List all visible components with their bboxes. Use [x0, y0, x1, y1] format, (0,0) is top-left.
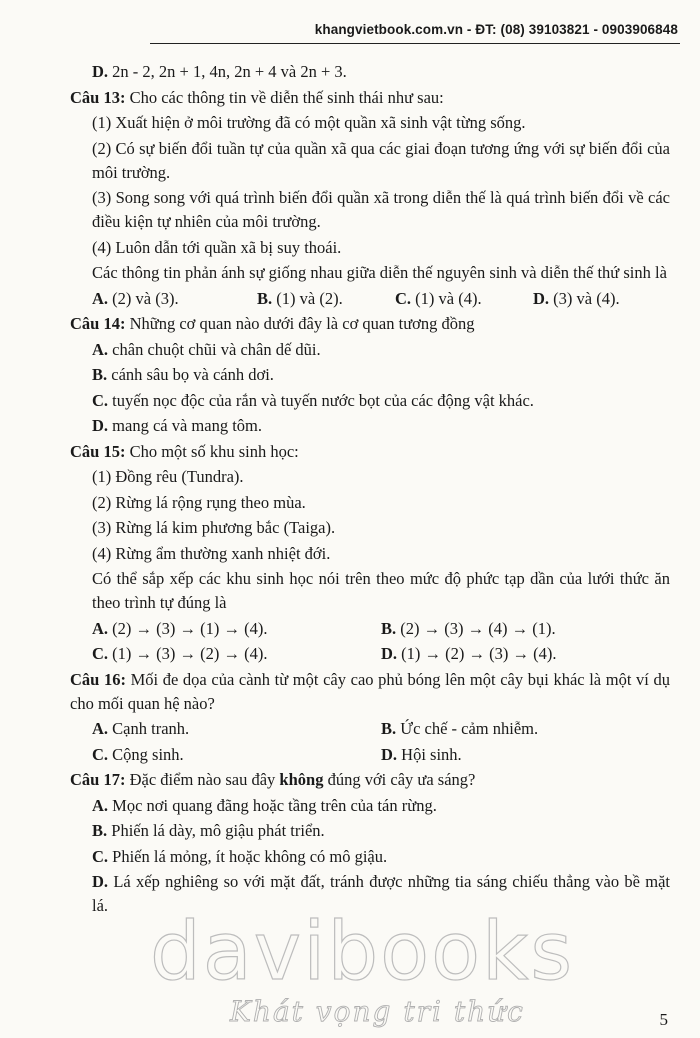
q15-options-row-2: [70, 642, 670, 666]
q15-option-c: C. (1) → (3) → (2) → (4).: [92, 644, 268, 663]
q15-options-row-1: [70, 617, 670, 641]
q17-option-b: B. Phiến lá dày, mô giậu phát triển.: [92, 821, 325, 840]
q14-option-b: B. cánh sâu bọ và cánh dơi.: [92, 365, 274, 384]
q15-item-2: (2) Rừng lá rộng rụng theo mùa.: [92, 492, 306, 512]
q16-options-row-2: [70, 743, 670, 767]
q13-options: [70, 287, 670, 311]
q12-option-d: D. 2n - 2, 2n + 1, 4n, 2n + 4 và 2n + 3.: [92, 62, 347, 81]
q14-option-d: D. mang cá và mang tôm.: [92, 416, 263, 435]
q17-option-a: A. Mọc nơi quang đãng hoặc tầng trên của tán rừng.: [92, 795, 437, 815]
q13-option-d: D. (3) và (4).: [533, 288, 620, 308]
q14-option-c: C. tuyến nọc độc của rắn và tuyến nước bọt của các động vật khác.: [92, 390, 534, 410]
q16-options-row-1: [70, 717, 670, 741]
q16-option-c: C. Cộng sinh.: [92, 744, 184, 764]
q13-option-c: C. (1) và (4).: [395, 288, 482, 308]
q13-item-2: (2) Có sự biến đổi tuần tự của quần xã qua các giai đoạn tương ứng với sự biến đổi của môi trường.: [92, 138, 670, 182]
q17-option-c: C. Phiến lá mỏng, ít hoặc không có mô giậu.: [92, 846, 388, 866]
q15-item-1: (1) Đồng rêu (Tundra).: [92, 467, 244, 486]
q16-stem: Câu 16: Mối đe dọa của cành từ một cây cao phủ bóng lên một cây bụi khác là một ví dụ cho mối quan hệ nào?: [70, 669, 670, 713]
header-rule: [150, 43, 680, 44]
q13-option-a: A. (2) và (3).: [92, 288, 179, 308]
q14-stem: Câu 14: Những cơ quan nào dưới đây là cơ quan tương đồng: [70, 314, 475, 333]
q16-option-a: A. Cạnh tranh.: [92, 719, 190, 738]
q15-item-4: (4) Rừng ẩm thường xanh nhiệt đới.: [92, 543, 331, 563]
q13-item-4: (4) Luôn dẫn tới quần xã bị suy thoái.: [92, 237, 342, 257]
q13-stem: Câu 13: Cho các thông tin về diễn thế sinh thái như sau:: [70, 87, 444, 107]
watermark-brand: davibooks: [150, 905, 575, 998]
q14-option-a: A. chân chuột chũi và chân dế dũi.: [92, 339, 321, 359]
q15-option-a: A. (2) → (3) → (1) → (4).: [92, 618, 268, 638]
q16-option-b: B. Ức chế - cảm nhiễm.: [381, 719, 539, 738]
watermark-slogan: Khát vọng tri thức: [230, 995, 525, 1028]
page-header: khangvietbook.com.vn - ĐT: (08) 39103821 - 0903906848: [314, 22, 678, 37]
q17-stem: Câu 17: Đặc điểm nào sau đây không đúng với cây ưa sáng?: [70, 770, 476, 789]
page-number: 5: [659, 1010, 668, 1029]
q16-option-d: D. Hội sinh.: [381, 744, 462, 764]
q13-prompt: Các thông tin phản ánh sự giống nhau giữa diễn thế nguyên sinh và diễn thế thứ sinh là: [92, 263, 667, 282]
q13-item-1: (1) Xuất hiện ở môi trường đã có một quần xã sinh vật từng sống.: [92, 113, 526, 132]
q13-item-3: (3) Song song với quá trình biến đổi quần xã trong diễn thế là quá trình biến đổi về các điều kiện tự nhiên của môi trường.: [92, 188, 670, 231]
q15-stem: Câu 15: Cho một số khu sinh học:: [70, 441, 299, 461]
q17-option-d: D. Lá xếp nghiêng so với mặt đất, tránh được những tia sáng chiếu thẳng vào bề mặt lá.: [92, 872, 670, 915]
q13-option-b: B. (1) và (2).: [257, 288, 343, 308]
q15-option-b: B. (2) → (3) → (4) → (1).: [381, 618, 556, 638]
q17-emphasis: không: [279, 770, 324, 789]
q15-prompt: Có thể sắp xếp các khu sinh học nói trên theo mức độ phức tạp dần của lưới thức ăn theo trình tự đúng là: [92, 569, 670, 612]
q15-option-d: D. (1) → (2) → (3) → (4).: [381, 644, 557, 663]
page-content: [70, 60, 670, 920]
q15-item-3: (3) Rừng lá kim phương bắc (Taiga).: [92, 518, 336, 537]
